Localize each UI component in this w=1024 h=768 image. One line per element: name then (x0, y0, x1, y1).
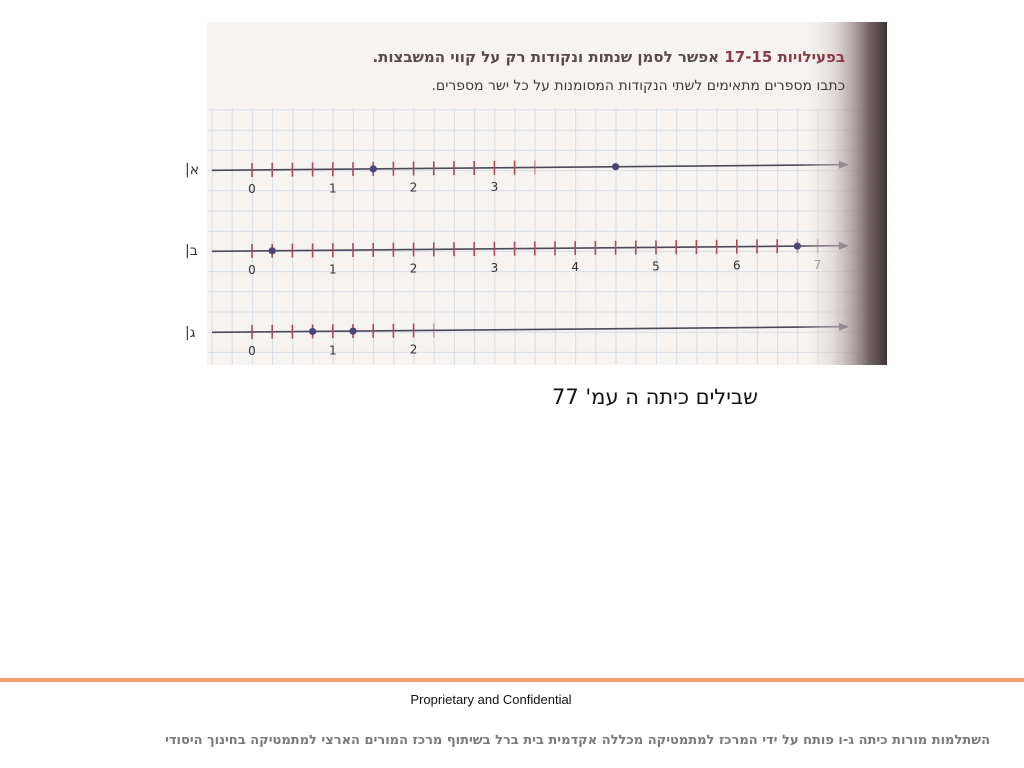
unit-label: 3 (490, 260, 499, 275)
unit-label: 1 (328, 181, 337, 196)
footer-divider (0, 678, 1024, 682)
unit-label: 0 (248, 344, 256, 358)
marked-point (349, 327, 356, 334)
number-line-axis (212, 246, 839, 252)
number-line-axis (212, 165, 839, 171)
page-caption: שבילים כיתה ה עמ' 77 (552, 385, 758, 409)
marked-point (309, 328, 316, 335)
unit-label: 0 (248, 182, 256, 196)
number-lines-drawing (207, 22, 887, 365)
number-line-label-c: ג| (185, 325, 196, 341)
marked-point (370, 165, 377, 172)
unit-label: 4 (571, 260, 580, 275)
activity-instruction: כתבו מספרים מתאימים לשתי הנקודות המסומנות על כל ישר מספרים. (431, 78, 845, 94)
number-line-label-a: א| (185, 162, 200, 178)
unit-label: 2 (409, 261, 418, 276)
book-binding-shadow (797, 22, 887, 365)
proprietary-notice: Proprietary and Confidential (410, 692, 572, 707)
footer-credits: השתלמות מורות כיתה ג-ו פותח על ידי המרכז למתמטיקה מכללה אקדמית בית ברל בשיתוף מרכז המורים הארצי למתמטיקה בחינוך היסודי (165, 733, 990, 748)
textbook-scan (185, 22, 887, 365)
activity-heading (372, 48, 845, 66)
activity-number: בפעילויות 17-15 (724, 48, 845, 66)
unit-label: 0 (248, 263, 256, 277)
marked-point (612, 163, 619, 170)
number-line-axis (212, 327, 839, 333)
unit-label: 6 (732, 258, 741, 273)
activity-heading-text: אפשר לסמן שנתות ונקודות רק על קווי המשבצות. (372, 48, 720, 66)
unit-label: 5 (652, 259, 660, 274)
number-line-label-b: ב| (185, 243, 198, 259)
marked-point (269, 247, 276, 254)
unit-label: 2 (409, 180, 418, 195)
unit-label: 3 (490, 179, 499, 194)
unit-label: 2 (409, 342, 418, 357)
unit-label: 1 (328, 262, 337, 277)
unit-label: 1 (328, 343, 337, 358)
